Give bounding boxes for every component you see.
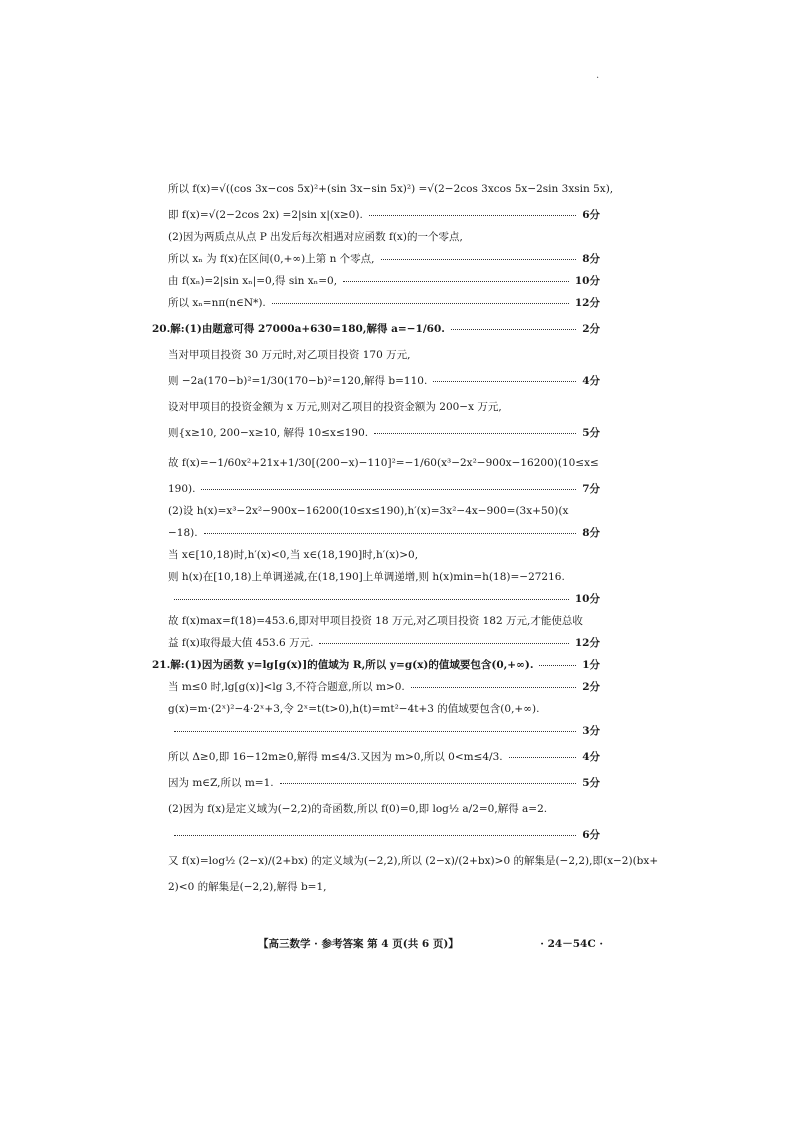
footer-code: · 24－54C · xyxy=(540,938,603,950)
corner-mark: . xyxy=(596,70,600,81)
question-21-start: 21.解:(1)因为函数 y=lg[g(x)]的值域为 R,所以 y=g(x)的值域要包含(0,+∞). xyxy=(152,659,534,671)
answer-line: 因为 m∈Z,所以 m=1. 5分 xyxy=(168,772,600,794)
score-mark: 2分 xyxy=(582,681,600,693)
answer-line: 设对甲项目的投资金额为 x 万元,则对乙项目的投资金额为 200−x 万元, xyxy=(168,401,502,413)
score-mark: 4分 xyxy=(582,751,600,763)
answer-line xyxy=(168,720,600,742)
answer-line: 故 f(x)=−1/60x²+21x+1/30[(200−x)−110]²=−1/60(x³−2x²−900x−16200)(10≤x≤ xyxy=(168,457,599,469)
answer-line: 即 f(x)=√(2−2cos 2x) =2|sin x|(x≥0). 6分 xyxy=(168,204,600,226)
answer-line: 所以 f(x)=√((cos 3x−cos 5x)²+(sin 3x−sin 5x)²) =√(2−2cos 3xcos 5x−2sin 3xsin 5x), xyxy=(168,183,614,195)
answer-line: g(x)=m·(2ˣ)²−4·2ˣ+3,令 2ˣ=t(t>0),h(t)=mt²−4t+3 的值域要包含(0,+∞). xyxy=(168,703,540,715)
answer-line: 所以 xₙ=nπ(n∈N*). 12分 xyxy=(168,292,600,314)
answer-line: 当 x∈[10,18)时,h′(x)<0,当 x∈(18,190]时,h′(x)>0, xyxy=(168,549,419,561)
answer-line: (2)设 h(x)=x³−2x²−900x−16200(10≤x≤190),h′(x)=3x²−4x−900=(3x+50)(x xyxy=(168,505,569,517)
score-mark: 6分 xyxy=(582,829,600,841)
footer-page-info: 【高三数学 · 参考答案 第 4 页(共 6 页)】 xyxy=(258,938,459,950)
score-mark: 2分 xyxy=(582,323,600,335)
answer-line: (2)因为 f(x)是定义域为(−2,2)的奇函数,所以 f(0)=0,即 log½ a/2=0,解得 a=2. xyxy=(168,803,548,815)
answer-line xyxy=(152,314,600,344)
score-mark: 12分 xyxy=(574,297,600,309)
answer-line xyxy=(168,824,600,846)
answer-line: 190). 7分 xyxy=(168,478,600,500)
answer-line xyxy=(152,654,600,676)
answer-line: 故 f(x)max=f(18)=453.6,即对甲项目投资 18 万元,对乙项目投资 182 万元,才能使总收 xyxy=(168,615,583,627)
answer-content xyxy=(152,174,659,898)
answer-line: (2)因为两质点从点 P 出发后每次相遇对应函数 f(x)的一个零点, xyxy=(168,231,463,243)
score-mark: 6分 xyxy=(582,209,600,221)
score-mark: 10分 xyxy=(574,593,600,605)
question-20-start: 20.解:(1)由题意可得 27000a+630=180,解得 a=−1/60. xyxy=(152,323,445,335)
score-mark: 12分 xyxy=(574,637,600,649)
answer-line: 2)<0 的解集是(−2,2),解得 b=1, xyxy=(168,881,327,893)
answer-line: 又 f(x)=log½ (2−x)/(2+bx) 的定义域为(−2,2),所以 (2−x)/(2+bx)>0 的解集是(−2,2),即(x−2)(bx+ xyxy=(168,855,659,867)
score-mark: 10分 xyxy=(574,275,600,287)
answer-line: 当 m≤0 时,lg[g(x)]<lg 3,不符合题意,所以 m>0. 2分 xyxy=(168,676,600,698)
answer-line: 所以 xₙ 为 f(x)在区间(0,+∞)上第 n 个零点, 8分 xyxy=(168,248,600,270)
answer-line: 所以 Δ≥0,即 16−12m≥0,解得 m≤4/3.又因为 m>0,所以 0<m≤4/3. 4分 xyxy=(168,742,600,772)
answer-line: −18). 8分 xyxy=(168,522,600,544)
page-footer xyxy=(258,936,603,951)
score-mark: 4分 xyxy=(582,375,600,387)
answer-line: 当对甲项目投资 30 万元时,对乙项目投资 170 万元, xyxy=(168,349,411,361)
score-mark: 7分 xyxy=(582,483,600,495)
score-mark: 5分 xyxy=(582,427,600,439)
answer-line: 则 −2a(170−b)²=1/30(170−b)²=120,解得 b=110. 4分 xyxy=(168,366,600,396)
score-mark: 8分 xyxy=(582,527,600,539)
answer-line: 益 f(x)取得最大值 453.6 万元. 12分 xyxy=(168,632,600,654)
score-mark: 1分 xyxy=(582,659,600,671)
answer-line: 由 f(xₙ)=2|sin xₙ|=0,得 sin xₙ=0, 10分 xyxy=(168,270,600,292)
answer-line: 则 h(x)在[10,18)上单调递减,在(18,190]上单调递增,则 h(x)min=h(18)=−27216. xyxy=(168,571,565,583)
score-mark: 3分 xyxy=(582,725,600,737)
score-mark: 8分 xyxy=(582,253,600,265)
score-mark: 5分 xyxy=(582,777,600,789)
answer-line: 则{x≥10, 200−x≥10, 解得 10≤x≤190. 5分 xyxy=(168,418,600,448)
answer-line xyxy=(168,588,600,610)
